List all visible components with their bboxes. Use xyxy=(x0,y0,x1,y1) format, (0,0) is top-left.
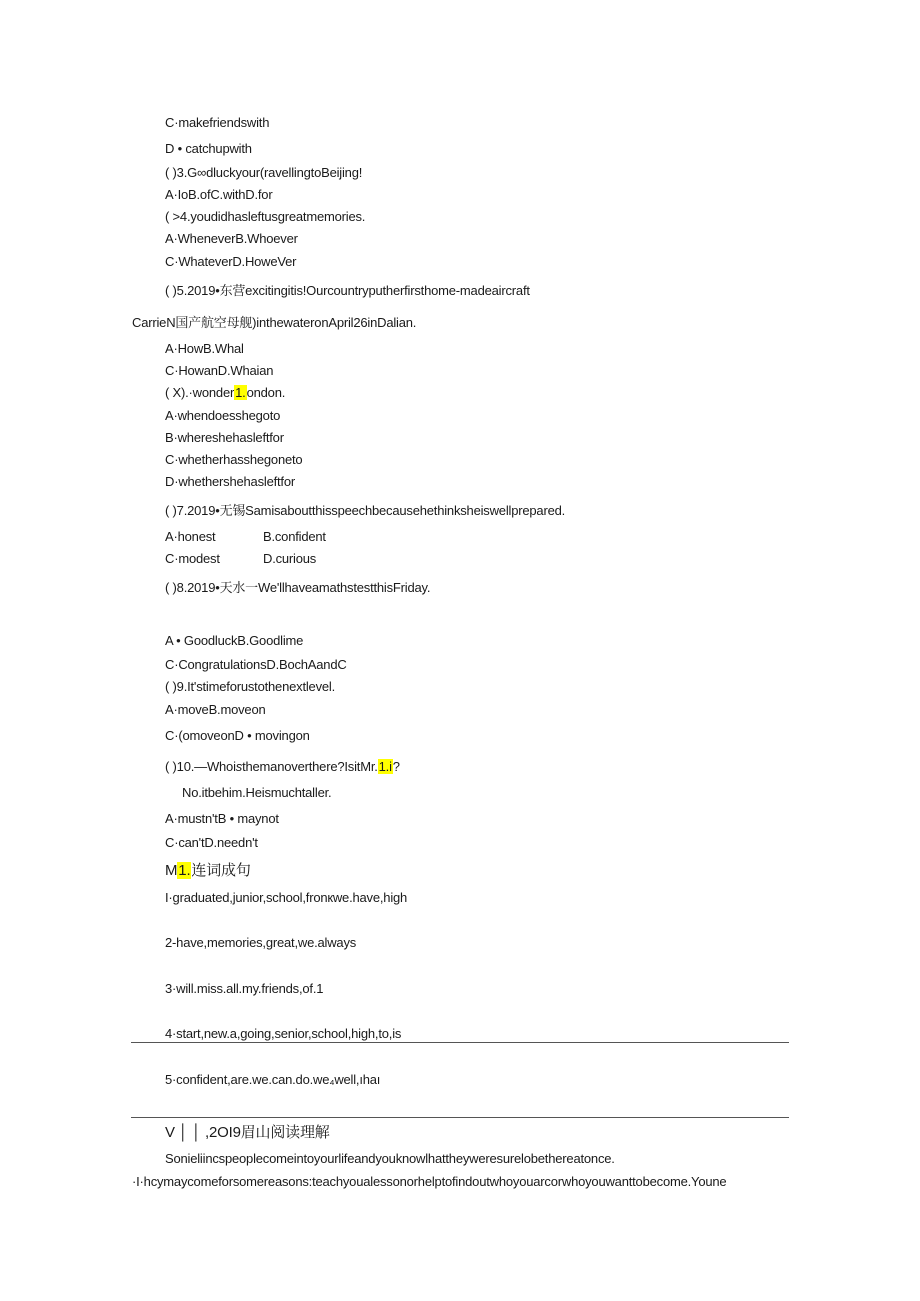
question-6 xyxy=(165,384,285,402)
option-line: D·whethershehasleftfor xyxy=(165,474,295,489)
section-heading-part: M xyxy=(165,862,178,879)
section-heading: V │ │ ,2OI9眉山阅读理解 xyxy=(165,1124,330,1141)
option-b: B.confident xyxy=(263,529,326,544)
option-line: C·HowanD.Whaian xyxy=(165,363,274,378)
option-a: A·honest xyxy=(165,529,216,544)
option-c: C·modest xyxy=(165,551,220,566)
question-8: ( )8.2019•天水一We'llhaveamathstestthisFriday. xyxy=(165,580,431,595)
question-4: ( >4.youdidhasleftusgreatmemories. xyxy=(165,209,366,224)
question-7: ( )7.2019•无锡Samisaboutthisspeechbecausehethinksheiswellprepared. xyxy=(165,503,566,518)
option-line: A·moveB.moveon xyxy=(165,702,266,717)
option-line: C·can'tD.needn't xyxy=(165,835,258,850)
option-line: C·whetherhasshegoneto xyxy=(165,452,303,467)
question-10-part: s xyxy=(235,759,243,774)
sentence-prompt-5: 5·confident,are.we.can.do.we₄well,ıhaı xyxy=(165,1072,381,1087)
option-line: D • catchupwith xyxy=(165,141,252,156)
question-3: ( )3.G∞dluckyour(ravellingtoBeijing! xyxy=(165,165,363,180)
question-6-suffix: ondon. xyxy=(246,385,286,400)
reading-passage-line: ·I·hcymaycomeforsomereasons:teachyoualessonorhelptofindoutwhoyouarcorwhoyouwanttobecome.Youne xyxy=(132,1174,727,1189)
sentence-prompt-3: 3·will.miss.all.my.friends,of.1 xyxy=(165,981,324,996)
sentence-prompt-2: 2-have,memories,great,we.always xyxy=(165,935,357,950)
question-10-part: themanoverthere?IsitMr. xyxy=(242,759,378,774)
option-line: C·CongratulationsD.BochAandC xyxy=(165,657,347,672)
option-line: C·makefriendswith xyxy=(165,115,270,130)
sentence-prompt-4: 4·start,new.a,going,senior,school,high,to,is xyxy=(165,1026,402,1041)
question-6-prefix: ( X).·wonder xyxy=(165,385,235,400)
section-heading xyxy=(165,862,251,880)
highlight-mark: 1. xyxy=(178,862,191,879)
option-line: C·WhateverD.HoweVer xyxy=(165,254,297,269)
question-10 xyxy=(165,758,400,776)
option-line: A·mustn'tB • maynot xyxy=(165,811,279,826)
question-10-part: ? xyxy=(392,759,400,774)
option-line: C·(omoveonD • movingon xyxy=(165,728,310,743)
sentence-prompt-1: I·graduated,junior,school,fronкwe.have,high xyxy=(165,890,408,905)
option-line: A • GoodluckB.Goodlime xyxy=(165,633,304,648)
answer-rule xyxy=(131,1042,789,1043)
option-line: A·IoB.ofC.withD.for xyxy=(165,187,273,202)
option-line: A·HowB.Whal xyxy=(165,341,244,356)
option-line: B·whereshehasleftfor xyxy=(165,430,284,445)
section-heading-part: 连词成句 xyxy=(191,862,251,879)
option-line xyxy=(165,528,326,546)
question-9: ( )9.It'stimeforustothenextlevel. xyxy=(165,679,336,694)
question-5-continued: CarrieN国产航空母舰)inthewateronApril26inDalian. xyxy=(132,315,417,330)
option-line: A·whendoesshegoto xyxy=(165,408,281,423)
reading-passage-line: Sonieliincspeoplecomeintoyourlifeandyouknowlhattheyweresurelobethereatonce. xyxy=(165,1151,615,1166)
answer-rule xyxy=(131,1117,789,1118)
option-line: A·WheneverB.Whoever xyxy=(165,231,298,246)
option-line xyxy=(165,550,316,568)
answer-line: No.itbehim.Heismuchtaller. xyxy=(182,785,332,800)
question-10-part: ( )10.—Whoi xyxy=(165,759,236,774)
question-5: ( )5.2019•东营excitingitis!Ourcountryputherfirsthome-madeaircraft xyxy=(165,283,530,298)
highlight-mark: 1.i xyxy=(378,759,392,774)
highlight-mark: 1. xyxy=(235,385,246,400)
option-d: D.curious xyxy=(263,551,317,566)
